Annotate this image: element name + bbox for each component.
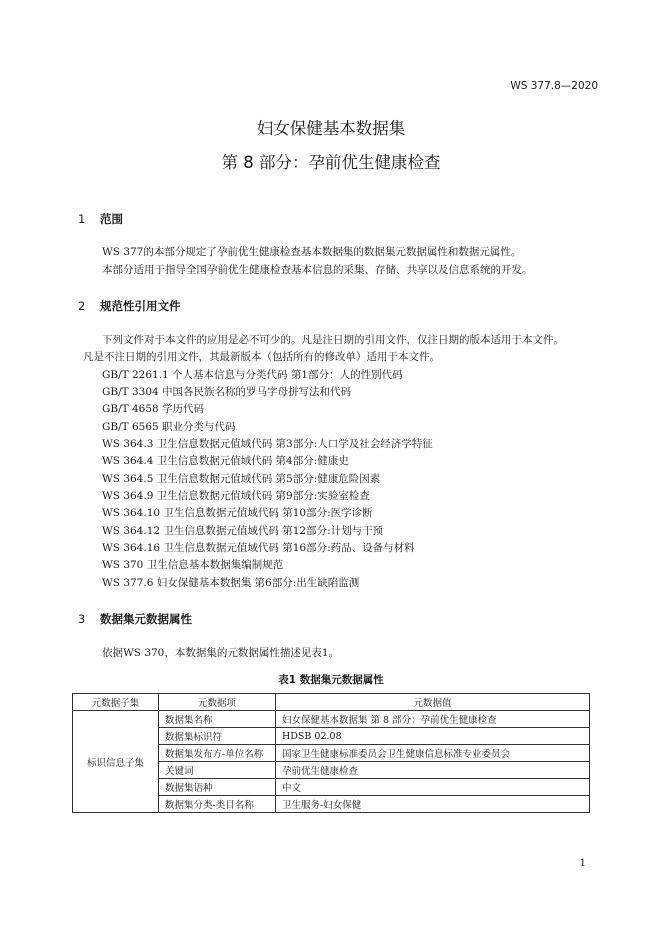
table-caption: 表1 数据集元数据属性	[278, 674, 384, 686]
section-3-heading	[78, 611, 192, 627]
reference-item: WS 364.12 卫生信息数据元值域代码 第12部分:计划与干预	[102, 525, 384, 537]
item-cell: 数据集语种	[159, 779, 276, 796]
section-2-heading	[78, 298, 181, 314]
section-2-intro: 下列文件对于本文件的应用是必不可少的。凡是注日期的引用文件，仅注日期的版本适用于本文件。	[102, 334, 564, 346]
section-1-heading	[78, 211, 123, 227]
value-cell: 妇女保健基本数据集 第 8 部分：孕前优生健康检查	[276, 711, 590, 728]
reference-item: GB/T 4658 学历代码	[102, 403, 205, 415]
page-number: 1	[579, 858, 586, 869]
reference-item: WS 377.6 妇女保健基本数据集 第6部分:出生缺陷监测	[102, 577, 360, 589]
section-1-paragraph: 本部分适用于指导全国孕前优生健康检查基本信息的采集、存储、共享以及信息系统的开发。	[102, 264, 533, 276]
reference-item: GB/T 6565 职业分类与代码	[102, 421, 236, 433]
value-cell: HDSB 02.08	[276, 728, 590, 745]
reference-item: WS 364.9 卫生信息数据元值域代码 第9部分:实验室检查	[102, 490, 370, 502]
reference-item: WS 370 卫生信息基本数据集编制规范	[102, 559, 284, 571]
column-header: 元数据值	[276, 694, 590, 711]
reference-item: WS 364.4 卫生信息数据元值域代码 第4部分:健康史	[102, 455, 349, 467]
column-header: 元数据项	[159, 694, 276, 711]
table-header-row	[73, 694, 590, 711]
document-subtitle: 第 8 部分：孕前优生健康检查	[221, 153, 441, 172]
reference-item: WS 364.3 卫生信息数据元值域代码 第3部分:人口学及社会经济学特征	[102, 438, 433, 450]
item-cell: 数据集标识符	[159, 728, 276, 745]
document-title: 妇女保健基本数据集	[256, 119, 406, 138]
reference-item: WS 364.5 卫生信息数据元值域代码 第5部分:健康危险因素	[102, 473, 381, 485]
section-2-intro: 凡是不注日期的引用文件，其最新版本（包括所有的修改单）适用于本文件。	[83, 351, 440, 363]
section-title: 数据集元数据属性	[100, 612, 192, 626]
section-title: 范围	[100, 212, 123, 226]
value-cell: 卫生服务-妇女保健	[276, 796, 590, 813]
value-cell: 国家卫生健康标准委员会卫生健康信息标准专业委员会	[276, 745, 590, 762]
section-1-paragraph: WS 377的本部分规定了孕前优生健康检查基本数据集的数据集元数据属性和数据元属性。	[102, 246, 522, 258]
reference-item: WS 364.16 卫生信息数据元值域代码 第16部分:药品、设备与材料	[102, 542, 415, 554]
item-cell: 数据集名称	[159, 711, 276, 728]
section-number: 3	[78, 612, 86, 626]
item-cell: 关键词	[159, 762, 276, 779]
value-cell: 孕前优生健康检查	[276, 762, 590, 779]
reference-item: GB/T 3304 中国各民族名称的罗马字母拼写法和代码	[102, 386, 352, 398]
value-cell: 中文	[276, 779, 590, 796]
item-cell: 数据集发布方-单位名称	[159, 745, 276, 762]
group-label-cell: 标识信息子集	[73, 711, 159, 813]
section-title: 规范性引用文件	[100, 299, 181, 313]
table-row	[73, 711, 590, 728]
standard-code: WS 377.8—2020	[510, 80, 598, 92]
item-cell: 数据集分类-类目名称	[159, 796, 276, 813]
section-3-paragraph: 依据WS 370，本数据集的元数据属性描述见表1。	[102, 647, 340, 659]
section-number: 2	[78, 299, 86, 313]
column-header: 元数据子集	[73, 694, 159, 711]
metadata-table	[72, 693, 590, 813]
reference-item: GB/T 2261.1 个人基本信息与分类代码 第1部分：人的性别代码	[102, 369, 403, 381]
reference-item: WS 364.10 卫生信息数据元值域代码 第10部分:医学诊断	[102, 507, 373, 519]
section-number: 1	[78, 212, 86, 226]
